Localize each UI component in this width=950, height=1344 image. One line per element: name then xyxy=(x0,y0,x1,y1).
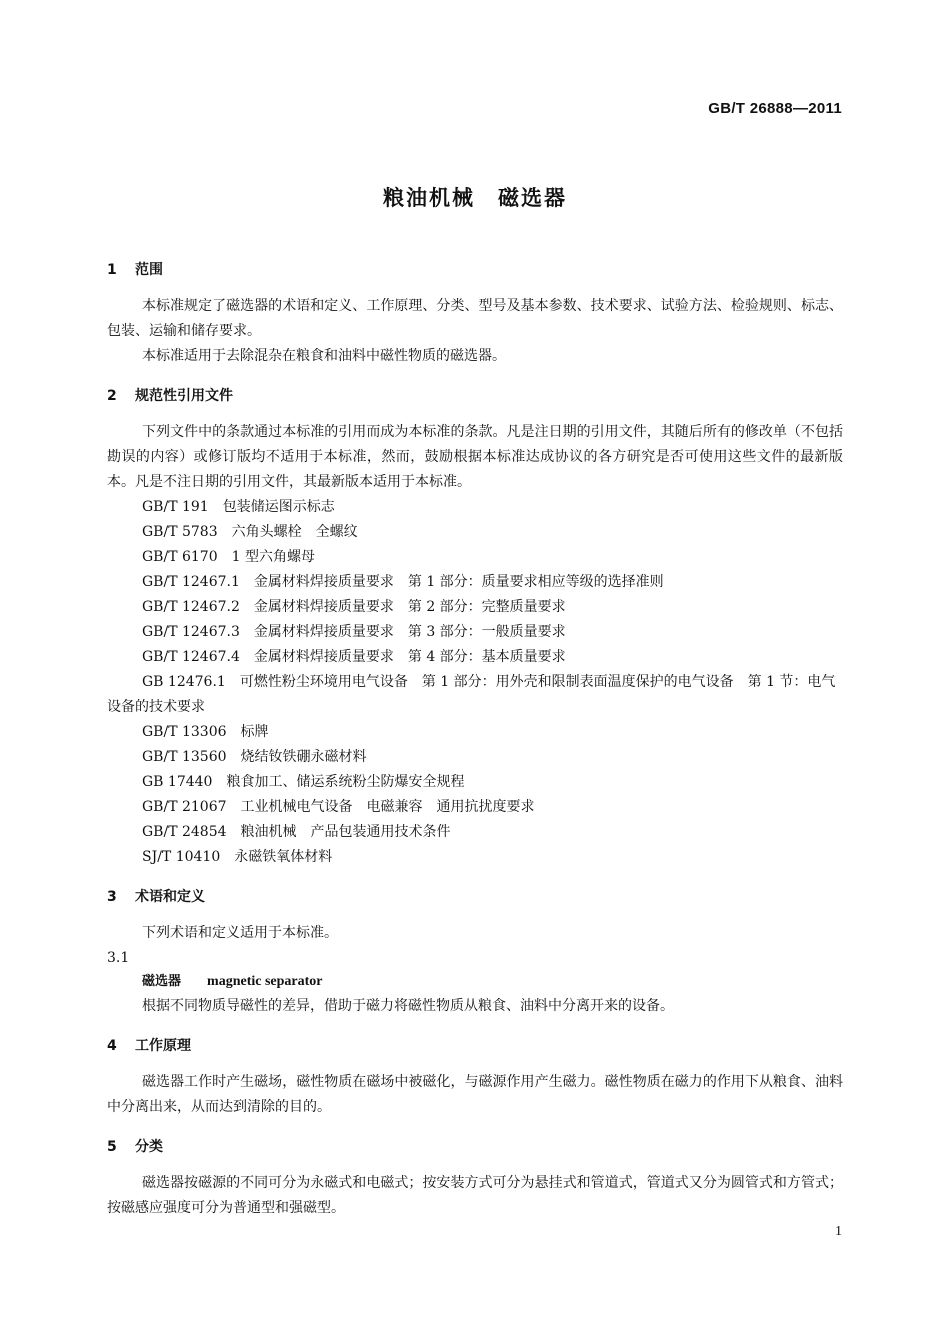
document-title: 粮油机械 磁选器 xyxy=(383,186,567,210)
reference-item: GB 12476.1 可燃性粉尘环境用电气设备 第 1 部分：用外壳和限制表面温度保护的电气设备 第 1 节：电气设备的技术要求 xyxy=(107,674,836,715)
section-number: 1 xyxy=(107,262,117,278)
paragraph: 磁选器工作时产生磁场，磁性物质在磁场中被磁化，与磁源作用产生磁力。磁性物质在磁力的作用下从粮食、油料中分离出来，从而达到清除的目的。 xyxy=(107,1074,843,1115)
section-title: 工作原理 xyxy=(135,1038,191,1054)
term-definition: 根据不同物质导磁性的差异，借助于磁力将磁性物质从粮食、油料中分离开来的设备。 xyxy=(142,998,674,1014)
reference-item: GB/T 12467.4 金属材料焊接质量要求 第 4 部分：基本质量要求 xyxy=(142,649,566,665)
reference-item: GB 17440 粮食加工、储运系统粉尘防爆安全规程 xyxy=(142,774,465,790)
section-number: 4 xyxy=(107,1038,117,1054)
section-5-heading xyxy=(107,1135,843,1159)
term-zh: 磁选器 xyxy=(142,974,182,989)
document-body xyxy=(107,258,843,1221)
paragraph: 本标准规定了磁选器的术语和定义、工作原理、分类、型号及基本参数、技术要求、试验方法、检验规则、标志、包装、运输和储存要求。 xyxy=(107,298,843,339)
term-number: 3.1 xyxy=(107,950,130,966)
reference-item: GB/T 191 包装储运图示标志 xyxy=(142,499,335,515)
term-entry xyxy=(107,970,843,994)
standard-code: GB/T 26888—2011 xyxy=(708,100,842,117)
reference-item: GB/T 13560 烧结钕铁硼永磁材料 xyxy=(142,749,367,765)
paragraph: 磁选器按磁源的不同可分为永磁式和电磁式；按安装方式可分为悬挂式和管道式，管道式又分为圆管式和方管式；按磁感应强度可分为普通型和强磁型。 xyxy=(107,1175,843,1216)
page-number: 1 xyxy=(835,1224,842,1239)
reference-item: GB/T 12467.2 金属材料焊接质量要求 第 2 部分：完整质量要求 xyxy=(142,599,566,615)
paragraph: 本标准适用于去除混杂在粮食和油料中磁性物质的磁选器。 xyxy=(142,348,506,364)
section-2-heading xyxy=(107,384,843,408)
paragraph: 下列文件中的条款通过本标准的引用而成为本标准的条款。凡是注日期的引用文件，其随后所有的修改单（不包括勘误的内容）或修订版均不适用于本标准，然而，鼓励根据本标准达成协议的各方研究是否可使用这些文件的最新版本。凡是不注日期的引用文件，其最新版本适用于本标准。 xyxy=(107,424,843,490)
section-title: 术语和定义 xyxy=(135,889,205,905)
section-3-heading xyxy=(107,885,843,909)
paragraph: 下列术语和定义适用于本标准。 xyxy=(142,925,338,941)
term-en: magnetic separator xyxy=(207,974,323,989)
reference-item: GB/T 6170 1 型六角螺母 xyxy=(142,549,315,565)
reference-item: GB/T 24854 粮油机械 产品包装通用技术条件 xyxy=(142,824,451,840)
reference-item: GB/T 21067 工业机械电气设备 电磁兼容 通用抗扰度要求 xyxy=(142,799,535,815)
section-4-heading xyxy=(107,1034,843,1058)
section-number: 3 xyxy=(107,889,117,905)
reference-item: GB/T 12467.1 金属材料焊接质量要求 第 1 部分：质量要求相应等级的选择准则 xyxy=(142,574,664,590)
section-1-heading xyxy=(107,258,843,282)
reference-item: SJ/T 10410 永磁铁氧体材料 xyxy=(142,849,333,865)
reference-item: GB/T 13306 标牌 xyxy=(142,724,269,740)
section-number: 2 xyxy=(107,388,117,404)
section-title: 范围 xyxy=(135,262,163,278)
section-number: 5 xyxy=(107,1139,117,1155)
reference-item: GB/T 5783 六角头螺栓 全螺纹 xyxy=(142,524,358,540)
section-title: 分类 xyxy=(135,1139,163,1155)
section-title: 规范性引用文件 xyxy=(135,388,233,404)
reference-item: GB/T 12467.3 金属材料焊接质量要求 第 3 部分：一般质量要求 xyxy=(142,624,566,640)
